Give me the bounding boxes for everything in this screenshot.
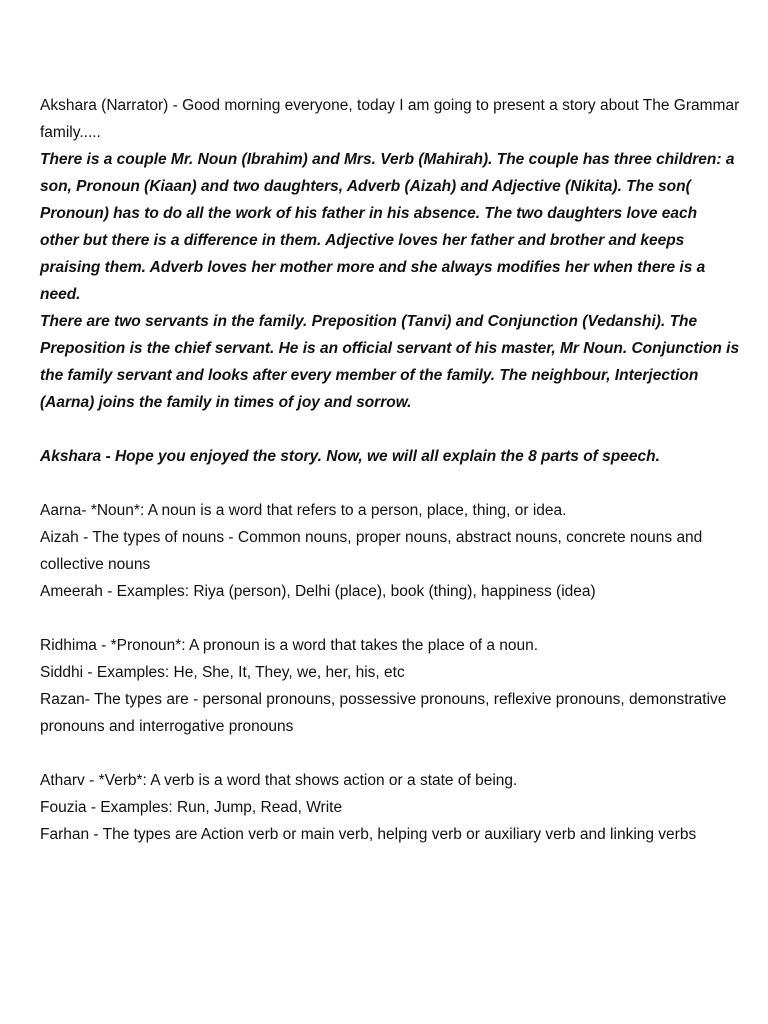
noun-types: Aizah - The types of nouns - Common nouns, proper nouns, abstract nouns, concrete nouns and collective nouns bbox=[40, 529, 703, 573]
pronoun-examples: Siddhi - Examples: He, She, It, They, we, her, his, etc bbox=[40, 664, 405, 681]
spacer bbox=[40, 470, 740, 497]
spacer bbox=[40, 416, 740, 443]
story-paragraph-family: There is a couple Mr. Noun (Ibrahim) and Mrs. Verb (Mahirah). The couple has three children: a son, Pronoun (Kiaan) and two daughters, Adverb (Aizah) and Adjective (Nikita). The son( Pronoun) has to do all the work of his father in his absence. The two daughters love each other but there is a difference in them. Adjective loves her father and brother and keeps praising them. Adverb loves her mother more and she always modifies her when there is a need. bbox=[40, 151, 735, 303]
verb-types: Farhan - The types are Action verb or main verb, helping verb or auxiliary verb and linking verbs bbox=[40, 826, 697, 843]
spacer bbox=[40, 605, 740, 632]
narrator-intro: Akshara (Narrator) - Good morning everyone, today I am going to present a story about The Grammar family..... bbox=[40, 97, 740, 141]
verb-definition: Atharv - *Verb*: A verb is a word that shows action or a state of being. bbox=[40, 772, 518, 789]
narrator-transition: Akshara - Hope you enjoyed the story. Now, we will all explain the 8 parts of speech. bbox=[40, 448, 660, 465]
spacer bbox=[40, 740, 740, 767]
document-page bbox=[40, 92, 740, 848]
noun-examples: Ameerah - Examples: Riya (person), Delhi (place), book (thing), happiness (idea) bbox=[40, 583, 596, 600]
verb-examples: Fouzia - Examples: Run, Jump, Read, Write bbox=[40, 799, 343, 816]
pronoun-types: Razan- The types are - personal pronouns, possessive pronouns, reflexive pronouns, demonstrative pronouns and interrogative pronouns bbox=[40, 691, 727, 735]
pronoun-definition: Ridhima - *Pronoun*: A pronoun is a word that takes the place of a noun. bbox=[40, 637, 539, 654]
noun-definition: Aarna- *Noun*: A noun is a word that refers to a person, place, thing, or idea. bbox=[40, 502, 567, 519]
story-paragraph-servants: There are two servants in the family. Preposition (Tanvi) and Conjunction (Vedanshi). The Preposition is the chief servant. He is an official servant of his master, Mr Noun. Conjunction is the family servant and looks after every member of the family. The neighbour, Interjection (Aarna) joins the family in times of joy and sorrow. bbox=[40, 313, 740, 411]
